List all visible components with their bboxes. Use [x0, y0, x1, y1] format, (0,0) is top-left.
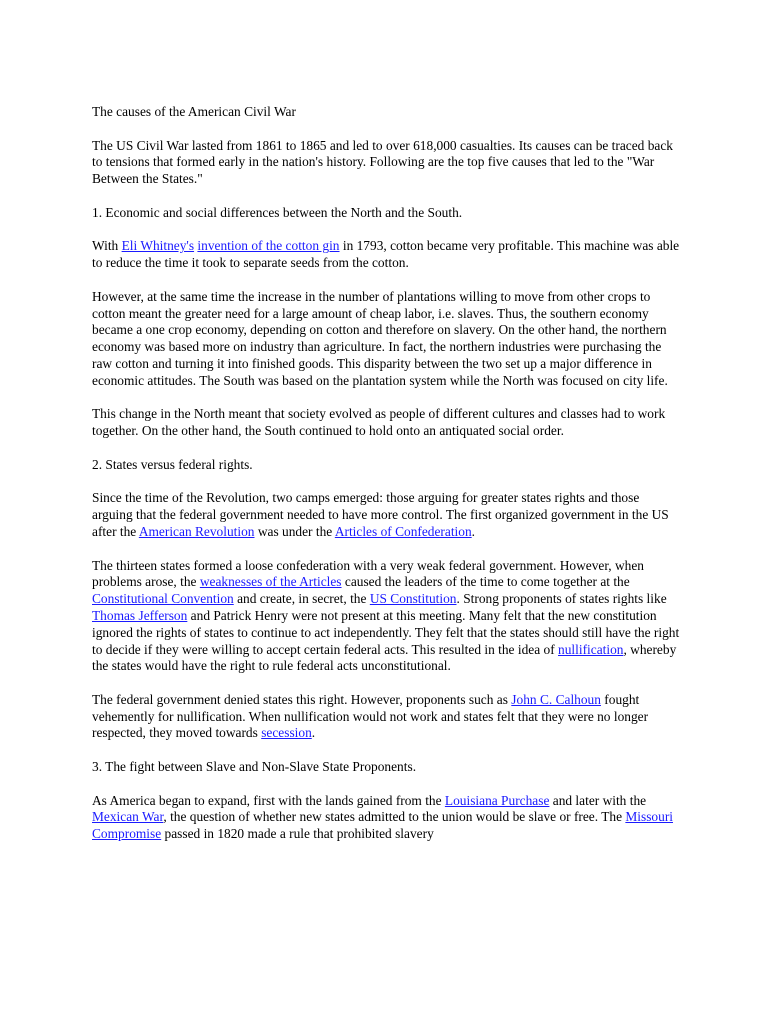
section-1-paragraph-2: However, at the same time the increase in the number of plantations willing to move from other crops to cotton meant the greater need for a large amount of cheap labor, i.e. slaves. Thus, the southern economy became a one crop economy, depending on cotton and therefore on slavery. On the other hand, the northern economy was based more on industry than agriculture. In fact, the northern industries were purchasing the raw cotton and turning it into finished goods. This disparity between the two set up a major difference in economic attitudes. The South was based on the plantation system while the North was focused on city life. — [92, 288, 668, 388]
link-secession[interactable]: secession — [261, 725, 312, 741]
link-weaknesses-of-articles[interactable]: weaknesses of the Articles — [199, 574, 342, 590]
section-1-heading: 1. Economic and social differences between the North and the South. — [92, 204, 463, 220]
link-american-revolution[interactable]: American Revolution — [138, 523, 255, 539]
link-john-calhoun[interactable]: John C. Calhoun — [511, 691, 601, 707]
section-3-paragraph-1: As America began to expand, first with the lands gained from the Louisiana Purchase and later with the Mexican War, the question of whether new states admitted to the union would be slave or free. The Missouri Compromise passed in 1820 made a rule that prohibited slavery — [92, 792, 673, 842]
link-constitutional-convention[interactable]: Constitutional Convention — [92, 591, 234, 607]
section-3-heading: 3. The fight between Slave and Non-Slave State Proponents. — [92, 759, 417, 775]
section-2-paragraph-2: The thirteen states formed a loose confederation with a very weak federal government. However, when problems arose, the weaknesses of the Articles caused the leaders of the time to come together at the Constitutional Convention and create, in secret, the US Constitution. Strong proponents of states rights like Thomas Jefferson and Patrick Henry were not present at this meeting. Many felt that the new constitution ignored the rights of states to continue to act independently. They felt that the states should still have the right to decide if they were willing to accept certain federal acts. This resulted in the idea of nullification, whereby the states would have the right to rule federal acts unconstitutional. — [92, 557, 680, 674]
section-2-heading: 2. States versus federal rights. — [92, 456, 253, 472]
intro-paragraph: The US Civil War lasted from 1861 to 1865 and led to over 618,000 casualties. Its causes can be traced back to tensions that formed early in the nation's history. Following are the top five causes that led to the "War Between the States." — [92, 137, 674, 187]
link-mexican-war[interactable]: Mexican War — [92, 809, 164, 825]
link-thomas-jefferson[interactable]: Thomas Jefferson — [92, 607, 188, 623]
link-us-constitution[interactable]: US Constitution — [369, 591, 457, 607]
link-missouri-compromise[interactable]: Missouri Compromise — [92, 809, 673, 842]
section-2-paragraph-3: The federal government denied states this right. However, proponents such as John C. Calhoun fought vehemently for nullification. When nullification would not work and states felt that they were no longer respected, they moved towards secession. — [92, 691, 649, 741]
link-cotton-gin[interactable]: invention of the cotton gin — [197, 238, 340, 254]
section-2-paragraph-1: Since the time of the Revolution, two camps emerged: those arguing for greater states rights and those arguing that the federal government needed to have more control. The first organized government in the US after the American Revolution was under the Articles of Confederation. — [92, 490, 669, 539]
document-page — [92, 104, 682, 860]
link-articles-of-confederation[interactable]: Articles of Confederation — [334, 523, 472, 539]
section-1-paragraph-3: This change in the North meant that society evolved as people of different cultures and classes had to work together. On the other hand, the South continued to hold onto an antiquated social order. — [92, 406, 666, 439]
document-title: The causes of the American Civil War — [92, 104, 296, 119]
link-nullification[interactable]: nullification — [558, 641, 624, 657]
section-1-paragraph-1: With Eli Whitney's invention of the cotton gin in 1793, cotton became very profitable. This machine was able to reduce the time it took to separate seeds from the cotton. — [92, 238, 680, 271]
link-louisiana-purchase[interactable]: Louisiana Purchase — [444, 792, 550, 808]
link-eli-whitney[interactable]: Eli Whitney's — [121, 238, 195, 254]
